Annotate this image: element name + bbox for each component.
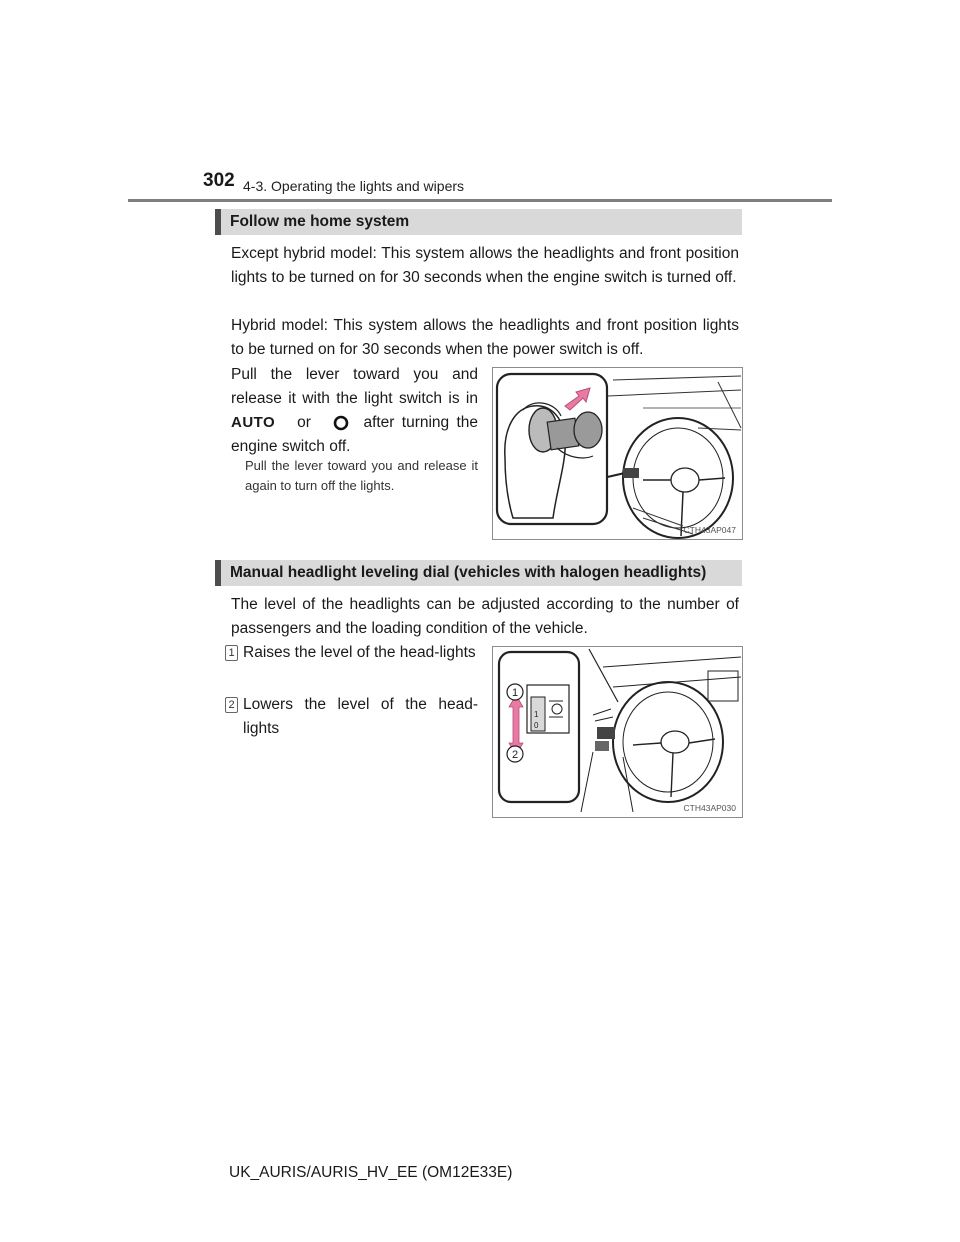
note-turn-off: Pull the lever toward you and release it again to turn off the lights. (245, 458, 478, 493)
section-heading-leveling-dial (215, 560, 742, 586)
dial-illustration (493, 647, 742, 817)
callout-1: 1 (512, 687, 519, 699)
list-number-badge-2: 2 (225, 697, 238, 713)
headlight-off-symbol-icon (333, 415, 349, 431)
dial-mark-0: 0 (534, 721, 539, 730)
lever-illustration (493, 368, 742, 539)
figure-follow-me-home (492, 367, 743, 540)
paragraph-leveling-intro: The level of the headlights can be adjusted according to the number of passengers and the loading condition of the vehicle. (231, 596, 739, 637)
figure-code-2: CTH43AP030 (683, 803, 736, 813)
heading-accent-bar (215, 560, 221, 586)
paragraph-except-hybrid: Except hybrid model: This system allows the headlights and front position lights to be turned on for 30 seconds when the engine switch is turned off. (231, 245, 739, 286)
pull-lever-text-2: after turning the engine switch off. (231, 414, 479, 456)
auto-symbol: AUTO (231, 414, 276, 431)
figure-code-1: CTH43AP047 (683, 525, 736, 535)
header-divider (128, 199, 832, 202)
section-heading-text: Follow me home system (230, 213, 410, 230)
paragraph-hybrid: Hybrid model: This system allows the headlights and front position lights to be turned on for 30 seconds when the power switch is off. (231, 317, 739, 358)
paragraph-pull-lever (231, 363, 478, 459)
section-heading-text: Manual headlight leveling dial (vehicles with halogen headlights) (230, 564, 707, 581)
list-item-lower: Lowers the level of the head-lights (243, 696, 478, 737)
figure-leveling-dial (492, 646, 743, 818)
dial-mark-1: 1 (534, 710, 539, 719)
document-id-footer: UK_AURIS/AURIS_HV_EE (OM12E33E) (229, 1164, 513, 1181)
pull-lever-text-1: Pull the lever toward you and release it with the light switch is in (231, 366, 478, 407)
callout-2: 2 (512, 749, 519, 761)
page-number: 302 (203, 170, 235, 191)
section-breadcrumb: 4-3. Operating the lights and wipers (243, 178, 465, 194)
section-heading-follow-me-home (215, 209, 742, 235)
heading-accent-bar (215, 209, 221, 235)
list-number-badge-1: 1 (225, 645, 238, 661)
or-text: or (297, 414, 311, 432)
list-item-raise: Raises the level of the head-lights (243, 644, 476, 661)
